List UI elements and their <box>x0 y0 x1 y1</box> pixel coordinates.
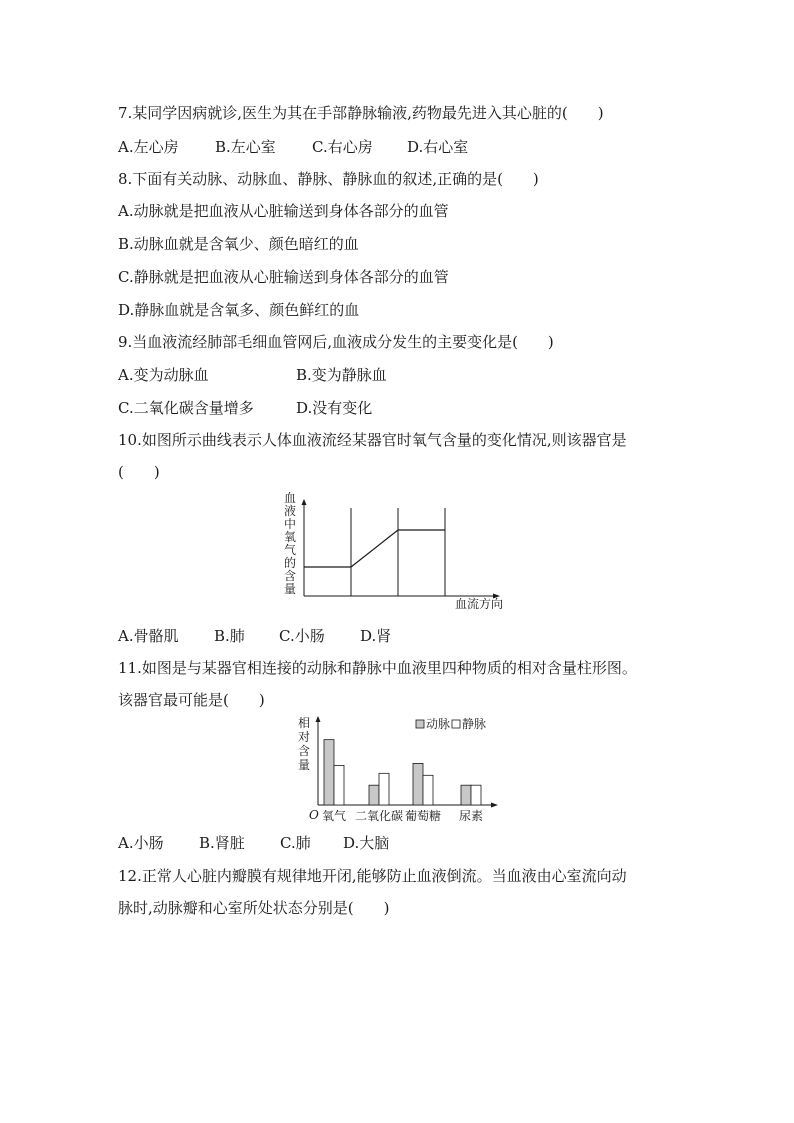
y-axis-arrow <box>316 716 321 722</box>
ylabel-char: 对 <box>297 730 311 744</box>
q7-option-b: B.左心室 <box>215 138 276 156</box>
question-8-stem: 8.下面有关动脉、动脉血、静脉、静脉血的叙述,正确的是( ) <box>118 170 539 188</box>
q9-option-d: D.没有变化 <box>296 399 373 417</box>
ylabel-char: 含 <box>283 569 297 583</box>
q8-option-c: C.静脉就是把血液从心脏输送到身体各部分的血管 <box>118 268 449 286</box>
ylabel-char: 量 <box>297 758 311 772</box>
ylabel-char: 中 <box>283 517 297 531</box>
question-9-stem: 9.当血液流经肺部毛细血管网后,血液成分发生的主要变化是( ) <box>118 333 554 351</box>
q10-option-b: B.肺 <box>214 627 245 645</box>
question-7-stem: 7.某同学因病就诊,医生为其在手部静脉输液,药物最先进入其心脏的( ) <box>118 104 604 122</box>
category-label: 二氧化碳 <box>354 809 404 823</box>
artery-bar <box>324 740 334 805</box>
vein-bar <box>423 775 433 805</box>
bars <box>324 740 481 805</box>
question-10-stem: 10.如图所示曲线表示人体血液流经某器官时氧气含量的变化情况,则该器官是 <box>118 431 627 449</box>
q11-option-b: B.肾脏 <box>199 834 245 852</box>
y-axis-label <box>298 715 310 772</box>
q10-option-a: A.骨骼肌 <box>118 627 179 645</box>
question-10-stem-continued: ( ) <box>118 463 160 481</box>
category-label: 尿素 <box>458 809 484 823</box>
artery-bar <box>461 785 471 805</box>
q11-option-c: C.肺 <box>280 834 311 852</box>
q7-option-a: A.左心房 <box>118 138 179 156</box>
ylabel-char: 液 <box>283 504 297 518</box>
legend-label-vein: 静脉 <box>462 717 487 731</box>
x-axis-arrow <box>491 803 498 808</box>
y-axis-arrow <box>302 499 307 505</box>
legend-swatch-vein <box>452 720 460 728</box>
ylabel-char: 相 <box>297 716 311 730</box>
question-12-stem: 12.正常人心脏内瓣膜有规律地开闭,能够防止血液倒流。当血液由心室流向动 <box>118 867 627 885</box>
q11-option-d: D.大脑 <box>343 834 390 852</box>
question-11-stem-continued: 该器官最可能是( ) <box>118 691 265 709</box>
vein-bar <box>334 765 344 805</box>
relative-content-bar-chart <box>290 713 510 825</box>
q7-option-c: C.右心房 <box>312 138 373 156</box>
q9-option-c: C.二氧化碳含量增多 <box>118 399 254 417</box>
q8-option-b: B.动脉血就是含氧少、颜色暗红的血 <box>118 235 359 253</box>
q9-option-a: A.变为动脉血 <box>118 366 209 384</box>
question-12-stem-continued: 脉时,动脉瓣和心室所处状态分别是( ) <box>118 899 390 917</box>
q10-option-d: D.肾 <box>360 627 392 645</box>
ylabel-char: 含 <box>297 744 311 758</box>
legend-label-artery: 动脉 <box>426 717 451 731</box>
ylabel-char: 量 <box>283 582 297 596</box>
ylabel-char: 血 <box>283 491 297 505</box>
artery-bar <box>413 763 423 805</box>
q8-option-d: D.静脉血就是含氧多、颜色鲜红的血 <box>118 301 360 319</box>
ylabel-char: 氧 <box>283 530 297 544</box>
question-11-stem: 11.如图是与某器官相连接的动脉和静脉中血液里四种物质的相对含量柱形图。 <box>118 659 637 677</box>
category-label: 葡萄糖 <box>404 809 442 823</box>
ylabel-char: 气 <box>283 543 297 557</box>
x-axis-label: 血流方向 <box>455 597 504 611</box>
vein-bar <box>471 785 481 805</box>
q7-option-d: D.右心室 <box>407 138 469 156</box>
origin-label: O <box>309 808 319 822</box>
vein-bar <box>379 773 389 805</box>
category-labels <box>322 808 483 823</box>
legend-swatch-artery <box>416 720 424 728</box>
ylabel-char: 的 <box>283 556 297 570</box>
q8-option-a: A.动脉就是把血液从心脏输送到身体各部分的血管 <box>118 202 449 220</box>
legend <box>416 716 486 731</box>
q10-option-c: C.小肠 <box>279 627 325 645</box>
q11-option-a: A.小肠 <box>118 834 164 852</box>
oxygen-content-line-chart <box>278 490 522 614</box>
category-label: 氧气 <box>321 809 347 823</box>
q9-option-b: B.变为静脉血 <box>296 366 387 384</box>
y-axis-label <box>284 491 296 596</box>
artery-bar <box>369 785 379 805</box>
oxygen-curve <box>304 530 445 567</box>
